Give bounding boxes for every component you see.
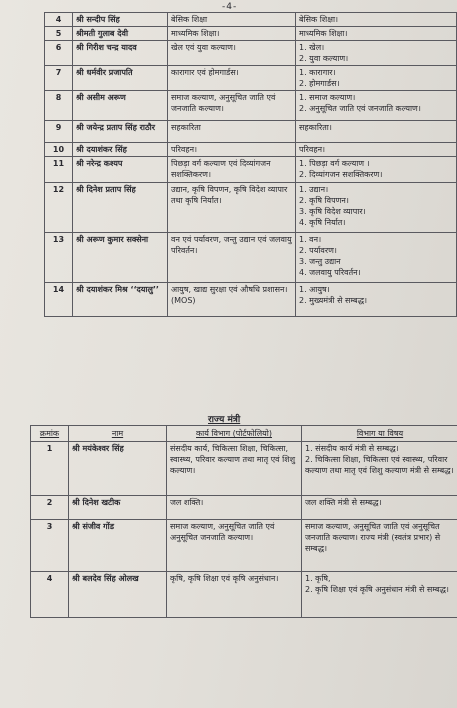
subject-item: 3. कृषि विदेश व्यापार। bbox=[299, 207, 366, 216]
minister-name: श्री दयाशंकर सिंह bbox=[73, 143, 168, 157]
page-number: -4- bbox=[222, 2, 238, 12]
table-row bbox=[45, 143, 457, 157]
subject-item: 1. संसदीय कार्य मंत्री से सम्बद्ध। bbox=[305, 444, 399, 453]
table-row bbox=[31, 442, 457, 496]
minister-name: श्री अरूण कुमार सक्सेना bbox=[73, 233, 168, 283]
row-number: 8 bbox=[45, 91, 73, 121]
minister-name: श्री धर्मवीर प्रजापति bbox=[73, 66, 168, 91]
minister-name: श्रीमती गुलाब देवी bbox=[73, 27, 168, 41]
table-row bbox=[45, 121, 457, 143]
subject-item: 2. दिव्यांगजन सशक्तिकरण। bbox=[299, 170, 383, 179]
subject-item: 2. कृषि विपणन। bbox=[299, 196, 349, 205]
subject-item: 2. कृषि शिक्षा एवं कृषि अनुसंधान मंत्री से सम्बद्ध। bbox=[305, 585, 449, 594]
row-number: 14 bbox=[45, 283, 73, 317]
department: कारागार एवं होमगार्डस। bbox=[168, 66, 296, 91]
department: पिछड़ा वर्ग कल्याण एवं दिव्यांगजन सशक्तिकरण। bbox=[168, 157, 296, 183]
table-row bbox=[45, 233, 457, 283]
table-header-row bbox=[31, 426, 457, 442]
subject-item: 1. खेल। bbox=[299, 43, 325, 52]
row-number: 5 bbox=[45, 27, 73, 41]
subject-item: 4. कृषि निर्यात। bbox=[299, 218, 346, 227]
row-number: 6 bbox=[45, 41, 73, 66]
table-row bbox=[45, 157, 457, 183]
subject-item: 1. कृषि, bbox=[305, 574, 331, 583]
table-row bbox=[31, 572, 457, 618]
table-row bbox=[45, 66, 457, 91]
subject-item: 1. पिछड़ा वर्ग कल्याण । bbox=[299, 159, 370, 168]
subject-item: 2. होमगार्डस। bbox=[299, 79, 340, 88]
subject-item: 1. आयुष। bbox=[299, 285, 330, 294]
subjects-cell bbox=[302, 496, 457, 520]
subjects-cell bbox=[296, 233, 457, 283]
minister-name: श्री असीम अरूण bbox=[73, 91, 168, 121]
minister-name: श्री सन्दीप सिंह bbox=[73, 13, 168, 27]
subjects-cell bbox=[296, 41, 457, 66]
row-number: 1 bbox=[31, 442, 69, 496]
subjects-cell bbox=[302, 572, 457, 618]
department: वन एवं पर्यावरण, जन्तु उद्यान एवं जलवायु परिवर्तन। bbox=[168, 233, 296, 283]
minister-name: श्री संजीव गोंड bbox=[69, 520, 167, 572]
subject-item: 2. पर्यावरण। bbox=[299, 246, 337, 255]
subject-item: परिवहन। bbox=[299, 145, 326, 154]
state-ministers-table bbox=[30, 425, 457, 618]
table-row bbox=[45, 91, 457, 121]
subject-item: 1. वन। bbox=[299, 235, 322, 244]
department: समाज कल्याण, अनुसूचित जाति एवं अनुसूचित जनजाति कल्याण। bbox=[167, 520, 302, 572]
subjects-cell bbox=[296, 13, 457, 27]
subject-item: सहकारिता। bbox=[299, 123, 332, 132]
subjects-cell bbox=[302, 442, 457, 496]
table-row bbox=[45, 27, 457, 41]
minister-name: श्री गिरीश चन्द्र यादव bbox=[73, 41, 168, 66]
department: आयुष, खाद्य सुरक्षा एवं औषधि प्रशासन। (MOS) bbox=[168, 283, 296, 317]
row-number: 4 bbox=[45, 13, 73, 27]
department: कृषि, कृषि शिक्षा एवं कृषि अनुसंधान। bbox=[167, 572, 302, 618]
table-row bbox=[31, 496, 457, 520]
subject-item: 1. कारागार। bbox=[299, 68, 336, 77]
header-name: नाम bbox=[69, 426, 167, 442]
department: संसदीय कार्य, चिकित्सा शिक्षा, चिकित्सा, स्वास्थ्य, परिवार कल्याण तथा मातृ एवं शिशु कल्याण। bbox=[167, 442, 302, 496]
subject-item: समाज कल्याण, अनुसूचित जाति एवं अनुसूचित जनजाति कल्याण। राज्य मंत्री (स्वतंत्र प्रभार) से सम्बद्ध। bbox=[305, 522, 441, 553]
subject-item: 1. उद्यान। bbox=[299, 185, 329, 194]
subjects-cell bbox=[296, 283, 457, 317]
row-number: 2 bbox=[31, 496, 69, 520]
minister-name: श्री दिनेश खटीक bbox=[69, 496, 167, 520]
row-number: 7 bbox=[45, 66, 73, 91]
row-number: 4 bbox=[31, 572, 69, 618]
minister-name: श्री बलदेव सिंह ओलख bbox=[69, 572, 167, 618]
table-row bbox=[45, 183, 457, 233]
department: उद्यान, कृषि विपणन, कृषि विदेश व्यापार तथा कृषि निर्यात। bbox=[168, 183, 296, 233]
subject-item: 4. जलवायु परिवर्तन। bbox=[299, 268, 361, 277]
minister-name: श्री दिनेश प्रताप सिंह bbox=[73, 183, 168, 233]
minister-name: श्री जयेन्द्र प्रताप सिंह राठौर bbox=[73, 121, 168, 143]
cabinet-ministers-table bbox=[44, 12, 457, 317]
department: माध्यमिक शिक्षा। bbox=[168, 27, 296, 41]
subject-item: 1. समाज कल्याण। bbox=[299, 93, 356, 102]
row-number: 11 bbox=[45, 157, 73, 183]
department: जल शक्ति। bbox=[167, 496, 302, 520]
subjects-cell bbox=[302, 520, 457, 572]
minister-name: श्री मयंकेश्वर सिंह bbox=[69, 442, 167, 496]
subjects-cell bbox=[296, 27, 457, 41]
subject-item: 2. चिकित्सा शिक्षा, चिकित्सा एवं स्वास्थ्य, परिवार कल्याण तथा मातृ एवं शिशु कल्याण मंत्री से सम्बद्ध। bbox=[305, 455, 454, 475]
header-no: क्रमांक bbox=[31, 426, 69, 442]
row-number: 3 bbox=[31, 520, 69, 572]
subjects-cell bbox=[296, 183, 457, 233]
row-number: 13 bbox=[45, 233, 73, 283]
row-number: 10 bbox=[45, 143, 73, 157]
subject-item: 2. मुख्यमंत्री से सम्बद्ध। bbox=[299, 296, 368, 305]
department: परिवहन। bbox=[168, 143, 296, 157]
section-title: राज्य मंत्री bbox=[208, 415, 241, 425]
department: खेल एवं युवा कल्याण। bbox=[168, 41, 296, 66]
department: सहकारिता bbox=[168, 121, 296, 143]
subject-item: माध्यमिक शिक्षा। bbox=[299, 29, 348, 38]
subject-item: 3. जन्तु उद्यान bbox=[299, 257, 341, 266]
subjects-cell bbox=[296, 66, 457, 91]
department: समाज कल्याण, अनुसूचित जाति एवं जनजाति कल्याण। bbox=[168, 91, 296, 121]
table-row bbox=[45, 41, 457, 66]
subjects-cell bbox=[296, 91, 457, 121]
header-subjects: विभाग या विषय bbox=[302, 426, 457, 442]
table-row bbox=[45, 13, 457, 27]
subject-item: बेसिक शिक्षा। bbox=[299, 15, 339, 24]
department: बेसिक शिक्षा bbox=[168, 13, 296, 27]
subjects-cell bbox=[296, 143, 457, 157]
row-number: 12 bbox=[45, 183, 73, 233]
subjects-cell bbox=[296, 121, 457, 143]
subject-item: जल शक्ति मंत्री से सम्बद्ध। bbox=[305, 498, 382, 507]
minister-name: श्री दयाशंकर मिश्र ‘‘दयालु’’ bbox=[73, 283, 168, 317]
header-dept: कार्य विभाग (पोर्टफोलियो) bbox=[167, 426, 302, 442]
subjects-cell bbox=[296, 157, 457, 183]
minister-name: श्री नरेन्द्र कश्यप bbox=[73, 157, 168, 183]
subject-item: 2. अनुसूचित जाति एवं जनजाति कल्याण। bbox=[299, 104, 421, 113]
subject-item: 2. युवा कल्याण। bbox=[299, 54, 349, 63]
table-row bbox=[31, 520, 457, 572]
row-number: 9 bbox=[45, 121, 73, 143]
table-row bbox=[45, 283, 457, 317]
